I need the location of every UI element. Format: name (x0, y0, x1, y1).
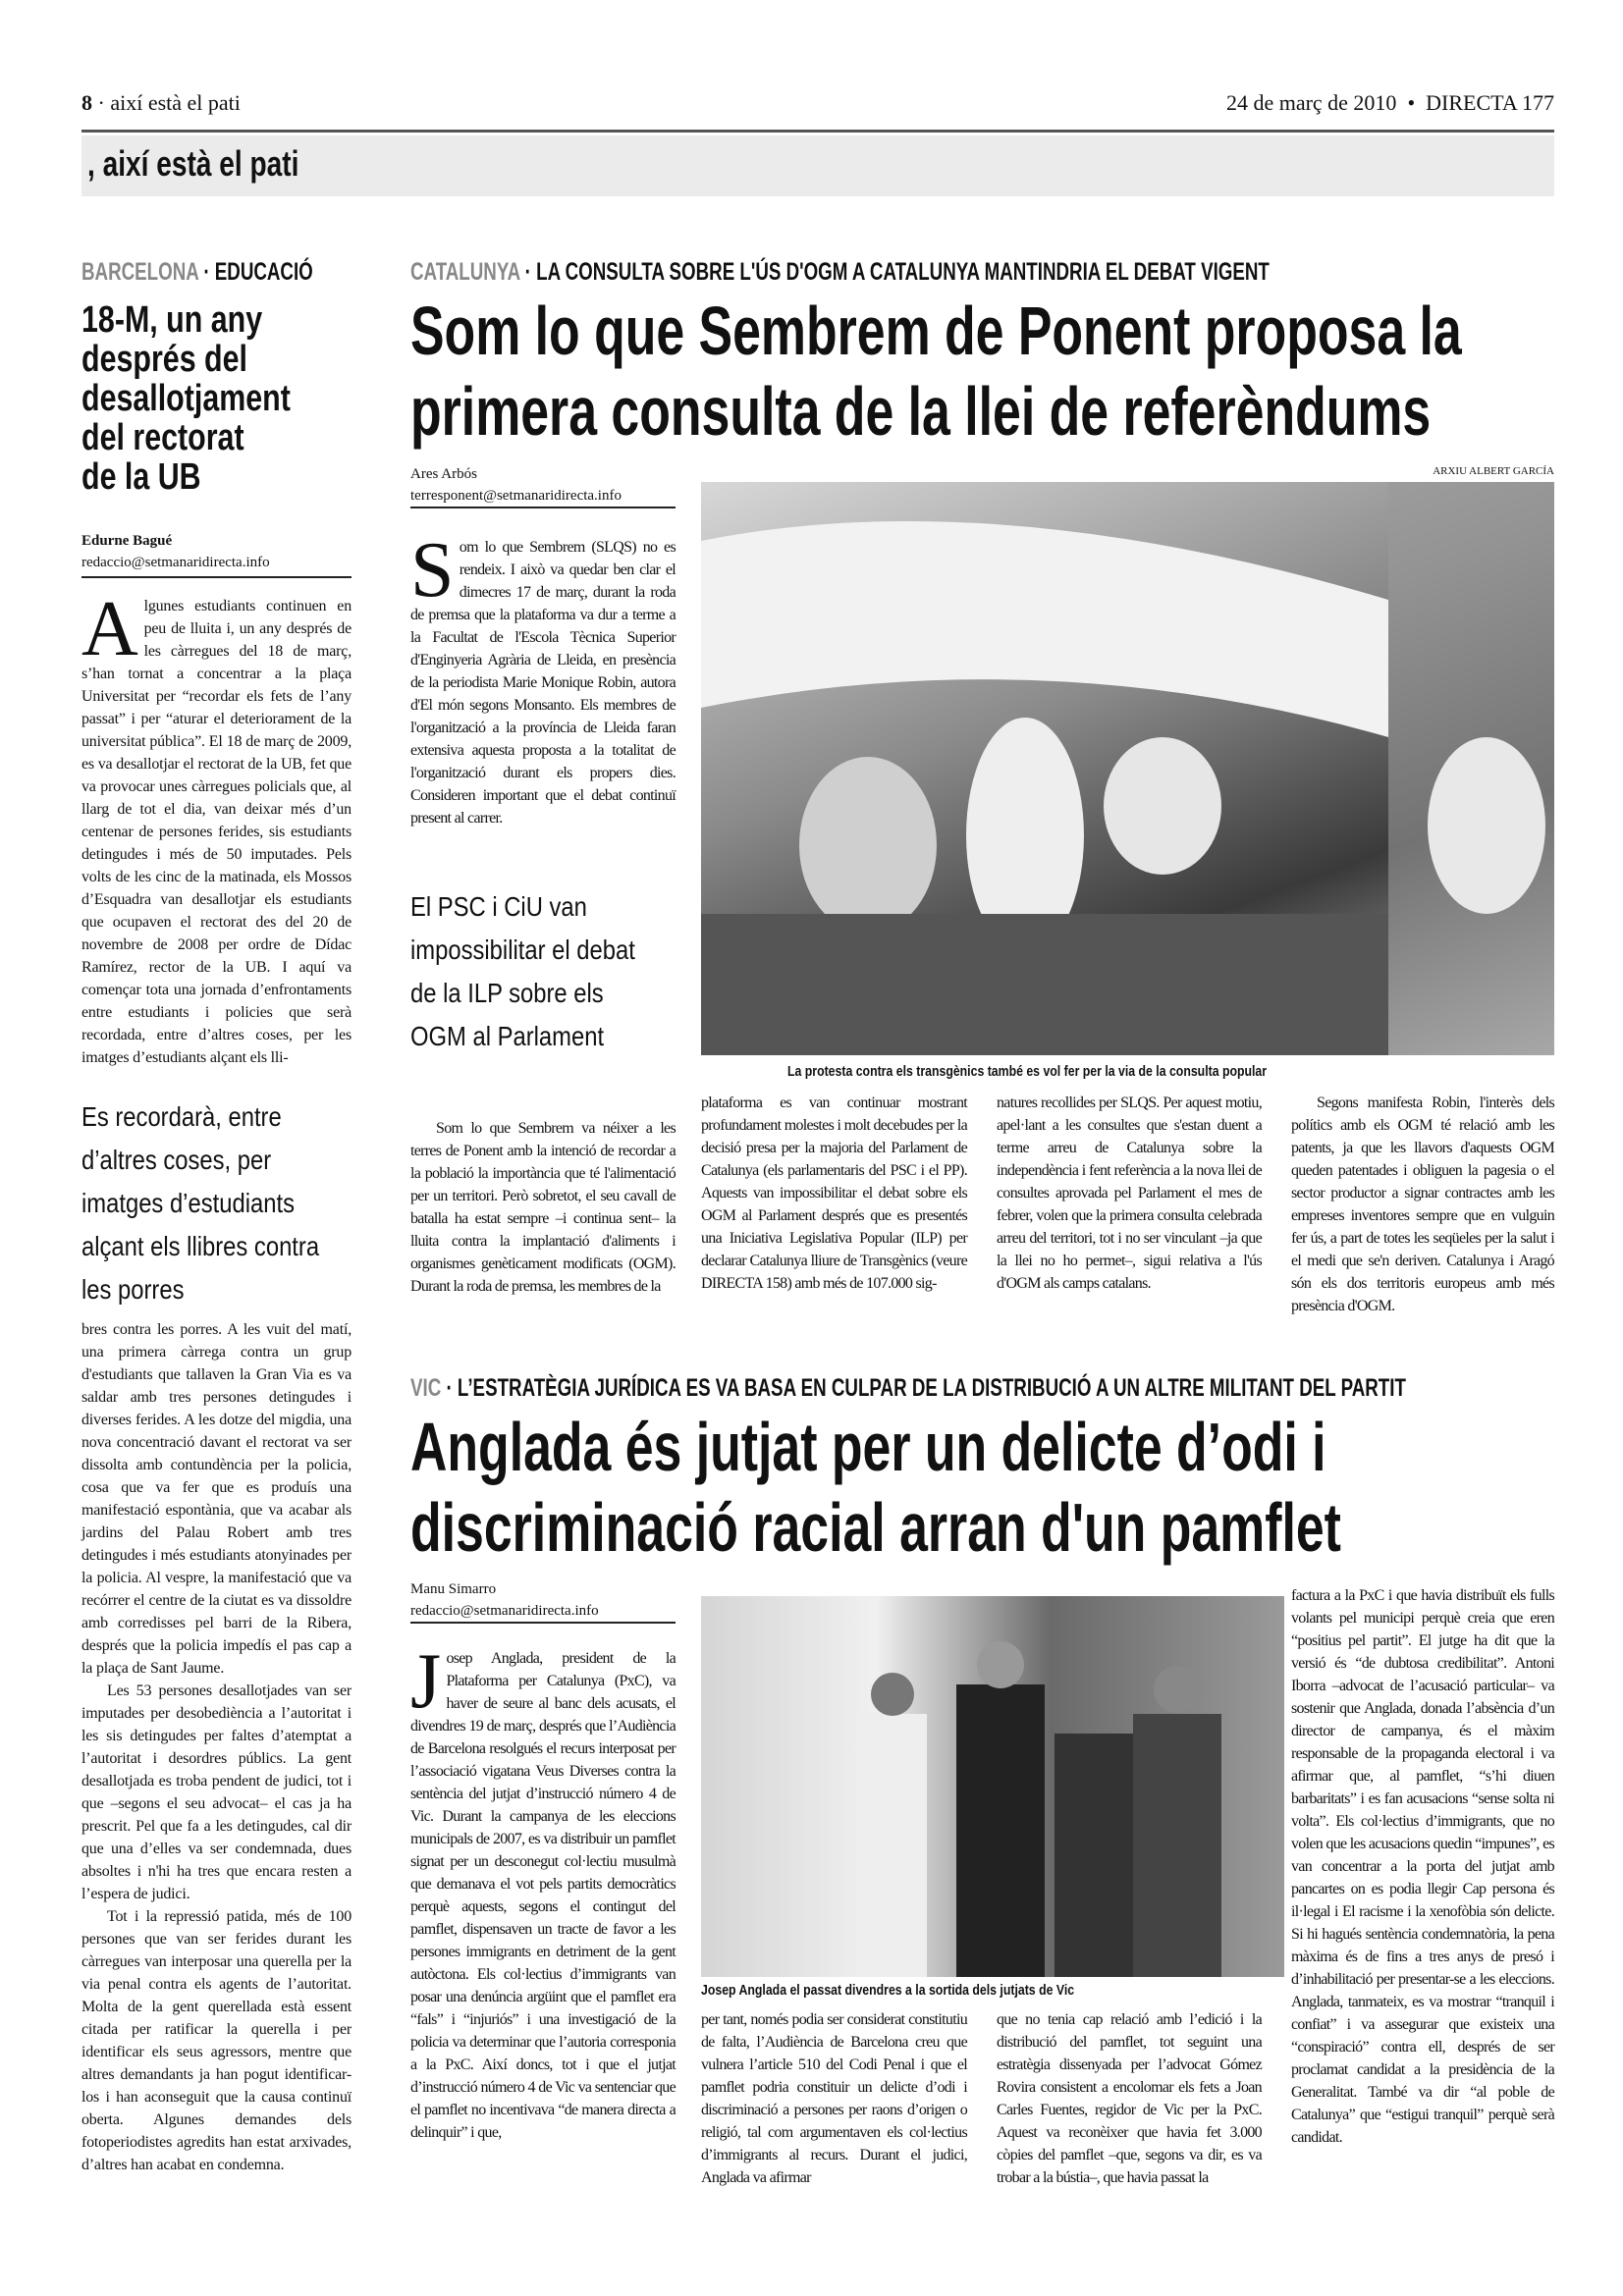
ogm-col-4 (1291, 1092, 1554, 1317)
paragraph: osep Anglada, president de la Plataforma per Catalunya (PxC), va haver de seure al banc dels acusats, el divendres 19 de març, després que l’Audiència de Barcelona resolgués el recurs interposat per l’associació vigatana Veus Diverses contra la sentència del jutjat d’instrucció número 4 de Vic. Durant la campanya de les eleccions municipals de 2007, es va distribuir un pamflet signat per un desconegut col·lectiu musulmà que demanava el vot pels partits democràtics perquè aquests, segons el contingut del pamflet, dispensaven un tracte de favor a les persones immigrants en detriment de la gent autòctona. Els col·lectius d’immigrants van posar una denúncia argüint que el pamflet era “fals” i “injuriós” i una investigació de la policia va determinar que l’autoria corresponia a la PxC. Així doncs, tot i que el jutjat d’instrucció número 4 de Vic va sentenciar que el pamflet no incentivava “de manera directa a delinquir” i que, (410, 1650, 676, 2141)
headline-line: després del (81, 339, 247, 380)
header-rule (81, 130, 1554, 133)
drop-cap: J (410, 1638, 441, 1725)
photo-caption: Josep Anglada el passat divendres a la sortida dels jutjats de Vic (701, 1982, 1075, 1999)
kicker-place: BARCELONA (81, 258, 199, 286)
protest-photo (701, 482, 1554, 1055)
issue-info (1226, 90, 1554, 116)
ogm-col-3 (997, 1092, 1262, 1295)
anglada-photo (701, 1596, 1284, 1977)
headline-line: del rectorat (81, 417, 244, 458)
ogm-headline (410, 291, 1623, 452)
issue-number: DIRECTA 177 (1426, 90, 1554, 115)
kicker-topic: · LA CONSULTA SOBRE L'ÚS D'OGM A CATALUNYA MANTINDRIA EL DEBAT VIGENT (524, 258, 1270, 286)
headline-line: primera consulta de la llei de referèndums (410, 373, 1432, 450)
paragraph: Som lo que Sembrem va néixer a les terres de Ponent amb la intenció de recordar a la població la importància que té l'alimentació per un territori. Però sobretot, el seu cavall de batalla ha estat sempre –i continua sent– la lluita contra la implantació d'aliments i organismes genèticament modificats (OGM). Durant la roda de premsa, les membres de la (410, 1120, 676, 1295)
paragraph: plataforma es van continuar mostrant profundament molestes i molt decebudes per la decisió presa per la majoria del Parlament de Catalunya (els parlamentaris del PSC i el PP). Aquests van impossibilitar el debat sobre els OGM al Parlament després que es presentés una Iniciativa Legislativa Popular (ILP) per declarar Catalunya lliure de Transgènics (veure DIRECTA 158) amb més de 107.000 sig- (701, 1095, 967, 1292)
paragraph: om lo que Sembrem (SLQS) no es rendeix. I això va quedar ben clar el dimecres 17 de març, durant la roda de premsa que la plataforma va dur a terme a la Facultat de l'Escola Tècnica Superior d'Enginyeria Agrària de Lleida, en presència de la periodista Marie Monique Robin, autora d'El món segons Monsanto. Els membres de l'organització a la província de Lleida faran extensiva aquesta proposta a la totalitat de l'organització durant els propers dies. Consideren important que el debat continuï present al carrer. (410, 539, 676, 827)
left-pullquote: Es recordarà, entre d’altres coses, per imatges d’estudiants alçant els llibres contra les porres (81, 1101, 320, 1305)
author-email[interactable]: redaccio@setmanaridirecta.info (410, 1603, 599, 1619)
headline-line: 18-M, un any (81, 299, 263, 341)
separator: • (1407, 90, 1416, 115)
paragraph: per tant, només podia ser considerat constitutiu de falta, l’Audiència de Barcelona creu que vulnera l’article 510 del Codi Penal i que el pamflet podria constituir un delicte d’odi i discriminació a persones per raons d’origen o religió, tal com argumentaven els col·lectius d’immigrants al recurs. Durant el judici, Anglada va afirmar (701, 2011, 967, 2186)
vic-col-4 (1291, 1584, 1554, 2149)
photo-credit: ARXIU ALBERT GARCÍA (1433, 465, 1554, 477)
ogm-body-intro (410, 527, 676, 829)
protest-photo-image (701, 482, 1554, 1055)
paragraph: Segons manifesta Robin, l'interès dels polítics amb els OGM té relació amb les patents, ja que les llavors d'aquests OGM queden patentades i obliguen la pagesia o el sector productor a signar contractes amb les empreses inventores sempre que en vulguin fer ús, a part de totes les seqüeles per la salut i el medi que se'n deriven. Catalunya i Aragó són els dos territoris europeus amb més presència d'OGM. (1291, 1095, 1554, 1314)
headline-line: de la UB (81, 456, 201, 498)
paragraph: factura a la PxC i que havia distribuït els fulls volants pel municipi perquè creia que eren “positius pel partit”. El jutge ha dit que la versió és “de dubtosa credibilitat”. Antoni Iborra –advocat de l’acusació particular– va sostenir que Anglada, donada l’absència d’un director de campanya, és el màxim responsable de la propaganda electoral i va afirmar que, al pamflet, “s’hi diuen barbaritats” i es fan acusacions “sense solta ni volta”. Els col·lectius d’immigrants, que no volen que les acusacions quedin “impunes”, es van concentrar a la porta del jutjat amb pancartes on es podia llegir Cap persona és il·legal i El racisme i la xenofòbia són delicte. Si hi hagués sentència condemnatòria, la pena màxima és de fins a tres anys de presó i d’inhabilitació per presentar-se a les eleccions. Anglada, tanmateix, es va mostrar “tranquil i confiat” i va assegurar que existeix una “conspiració” contra ell, després de ser proclamat candidat a la presidència de la Generalitat. També va dir “al poble de Catalunya” que “estigui tranquil” perquè serà candidat. (1291, 1587, 1554, 2146)
vic-byline (410, 1578, 676, 1624)
kicker-place: CATALUNYA (410, 258, 520, 286)
ogm-col-2 (701, 1092, 967, 1295)
left-kicker (81, 258, 313, 287)
section-name: · així està el pati (97, 90, 241, 115)
headline-line: Anglada és jutjat per un delicte d’odi i (410, 1409, 1326, 1485)
ogm-kicker (410, 258, 1270, 287)
vic-headline (410, 1407, 1623, 1568)
author-email[interactable]: redaccio@setmanaridirecta.info (81, 555, 270, 570)
vic-col-3 (997, 2008, 1262, 2189)
paragraph: que no tenia cap relació amb l’edició i la distribució del pamflet, tot seguint una estratègia dissenyada per l’advocat Gómez Rovira consistent a encolomar els fets a Joan Carles Fuentes, regidor de Vic per la PxC. Aquest va reconèixer que havia fet 3.000 còpies del pamflet –que, segons va dir, es va trobar a la bústia–, que havia passat la (997, 2011, 1262, 2186)
paragraph: lgunes estudiants continuen en peu de lluita i, un any després de les càrregues del 18 de març, s’han tornat a concentrar a la plaça Universitat per “recordar els fets de l’any passat” i per “aturar el deteriorament de la universitat pública”. El 18 de març de 2009, es va desallotjar el rectorat de la UB, fet que va provocar unes càrregues policials que, al llarg de tot el dia, van deixar més d’un centenar de persones ferides, sis estudiants detingudes i més de 50 imputades. Pels volts de les cinc de la matinada, els Mossos d’Esquadra van desallotjar els estudiants que ocupaven el rectorat des del 20 de novembre de 2008 per ordre de Dídac Ramírez, rector de la UB. I aquí va començar tota una jornada d’enfrontaments entre estudiants i policies que serà recordada, entre d’altres coses, per les imatges d’estudiants alçant els lli- (81, 598, 352, 1066)
author: Ares Arbós (410, 466, 477, 482)
paragraph: Tot i la repressió patida, més de 100 persones que van ser ferides durant les càrregues van interposar una querella per la via penal contra els agents de l’autoritat. Molta de la gent querellada està essent citada per ratificar la querella i per identificar els seus agressors, mentre que altres demandants ja han pogut identificar-los i han aconseguit que la causa continuï oberta. Algunes demandes dels fotoperiodistes agredits han estat arxivades, d’altres han acabat en condemna. (81, 1908, 352, 2173)
kicker-topic: · L’ESTRATÈGIA JURÍDICA ES VA BASA EN CULPAR DE LA DISTRIBUCIÓ A UN ALTRE MILITANT DEL PARTIT (446, 1374, 1406, 1402)
section-band (81, 135, 1554, 196)
left-headline (81, 300, 343, 497)
issue-date: 24 de març de 2010 (1225, 90, 1397, 115)
anglada-photo-image (701, 1596, 1284, 1977)
drop-cap: S (410, 527, 454, 614)
left-body-1 (81, 586, 352, 1069)
left-byline (81, 530, 352, 578)
ogm-byline (410, 463, 676, 508)
paragraph: Les 53 persones desallotjades van ser imputades per desobediència a l’autoritat i les sis detingudes per faltes d’atemptat a l’autoritat i desordres públics. La gent desallotjada es troba pendent de judici, tot i que –segons el seu advocat– el cas ja ha prescrit. Pel que fa a les detingudes, cal dir que una d’elles va ser condemnada, dues absoltes i n'hi ha tres que encara resten a l’espera de judici. (81, 1682, 352, 1902)
left-body-2 (81, 1318, 352, 2176)
drop-cap: A (81, 586, 138, 672)
kicker-place: VIC (410, 1374, 442, 1402)
section-title: , així està el pati (87, 143, 299, 184)
headline-line: discriminació racial arran d'un pamflet (410, 1489, 1341, 1566)
vic-col-2 (701, 2008, 967, 2189)
page-folio (81, 90, 241, 116)
kicker-topic: · EDUCACIÓ (203, 258, 313, 286)
ogm-col-1 (410, 1117, 676, 1298)
vic-col-1 (410, 1638, 676, 2144)
author-email[interactable]: terresponent@setmanaridirecta.info (410, 488, 622, 504)
paragraph: bres contra les porres. A les vuit del matí, una primera càrrega contra un grup d'estudiants que tallaven la Gran Via es va saldar amb tres persones detingudes i diverses ferides. A les dotze del migdia, una nova concentració davant el rectorat va ser dissolta amb contundència per la policia, cosa que va fer que es produís una manifestació espontània, que va acabar als jardins del Palau Robert amb tres detingudes i més estudiants atonyinades per la policia. Al vespre, la manifestació que va recórrer el centre de la ciutat es va dissoldre amb corredisses pel barri de la Ribera, després que la policia impedís el pas cap a la plaça de Sant Jaume. (81, 1321, 352, 1677)
paragraph: natures recollides per SLQS. Per aquest motiu, apel·lant a les consultes que s'estan duent a terme arreu de Catalunya sobre la independència i fent referència a la nova llei de consultes aprovada pel Parlament el mes de febrer, volen que la primera consulta celebrada arreu del territori, tot i no ser vinculant –ja que la llei no ho permet–, sigui relativa a l'ús d'OGM als camps catalans. (997, 1095, 1262, 1292)
ogm-pullquote: El PSC i CiU van impossibilitar el debat de la ILP sobre els OGM al Parlament (410, 891, 635, 1051)
photo-caption: La protesta contra els transgènics també es vol fer per la via de la consulta popular (787, 1063, 1268, 1080)
headline-line: Som lo que Sembrem de Ponent proposa la (410, 293, 1462, 369)
vic-kicker (410, 1374, 1406, 1403)
page-number: 8 (81, 90, 92, 115)
author: Edurne Bagué (81, 533, 173, 549)
author: Manu Simarro (410, 1581, 497, 1597)
headline-line: desallotjament (81, 378, 291, 419)
